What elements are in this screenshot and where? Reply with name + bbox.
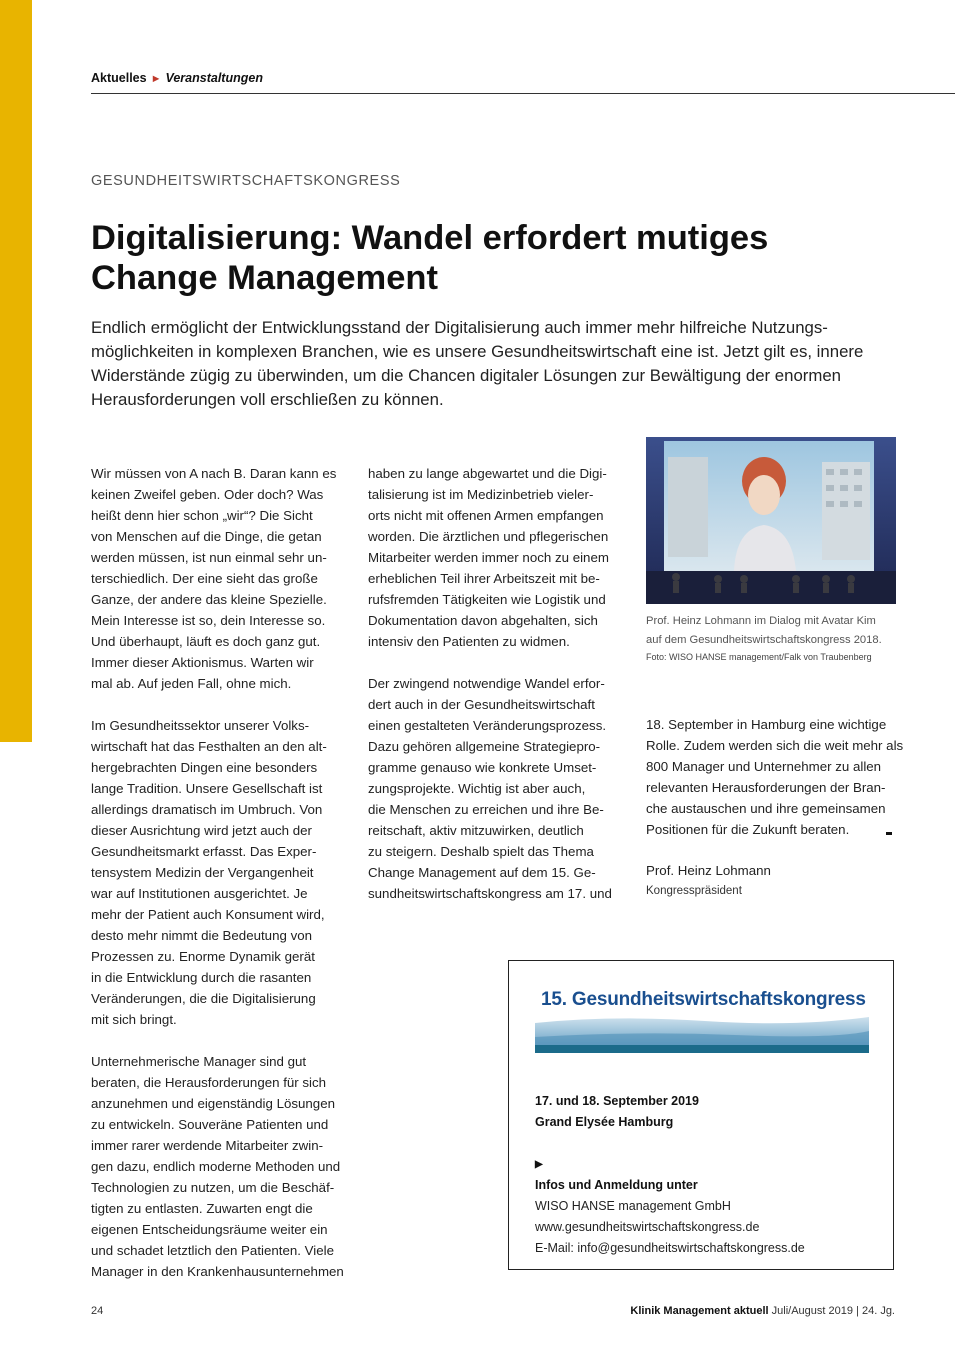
text-line: immer rarer werdende Mitarbeiter zwin- bbox=[91, 1138, 324, 1153]
subsection-label: Veranstaltungen bbox=[165, 71, 263, 85]
text-line: 18. September in Hamburg eine wichtige bbox=[646, 717, 887, 732]
text-line: terschiedlich. Der eine sieht das große bbox=[91, 571, 318, 586]
text-line: und schadet letztlich den Patienten. Viele bbox=[91, 1243, 334, 1258]
text-line: Dokumentation davon abgehalten, sich bbox=[368, 613, 598, 628]
text-line: relevanten Herausforderungen der Bran- bbox=[646, 780, 886, 795]
website-link[interactable]: www.gesundheitswirtschaftskongress.de bbox=[535, 1220, 760, 1234]
text-line: keinen Zweifel geben. Oder doch? Was bbox=[91, 487, 324, 502]
photo-caption bbox=[646, 612, 901, 650]
article-end-mark bbox=[886, 832, 892, 835]
event-date: 17. und 18. September 2019 bbox=[535, 1094, 699, 1108]
text-line: beraten, die Herausforderungen für sich bbox=[91, 1075, 327, 1090]
event-venue: Grand Elysée Hamburg bbox=[535, 1115, 674, 1129]
headline-line: Change Management bbox=[91, 259, 438, 297]
body-paragraph bbox=[91, 463, 346, 694]
text-line: haben zu lange abgewartet und die Digi- bbox=[368, 466, 607, 481]
email-link[interactable]: E-Mail: info@gesundheitswirtschaftskongress.de bbox=[535, 1241, 805, 1255]
text-line: zu entwickeln. Souveräne Patienten und bbox=[91, 1117, 329, 1132]
photo-credit: Foto: WISO HANSE management/Falk von Traubenberg bbox=[646, 652, 872, 662]
text-line: war auf Institutionen ausgerichtet. Je bbox=[91, 886, 308, 901]
text-line: reitschaft, aktiv mitzuwirken, deutlich bbox=[368, 823, 584, 838]
body-paragraph bbox=[91, 715, 346, 1030]
body-column-3 bbox=[646, 714, 904, 861]
text-line: allerdings dramatisch im Umbruch. Von bbox=[91, 802, 323, 817]
text-line: heißt denn hier schon „wir“? Die Sicht bbox=[91, 508, 313, 523]
text-line: von Menschen auf die Dinge, die getan bbox=[91, 529, 322, 544]
article-lead bbox=[91, 316, 911, 412]
event-info-box bbox=[508, 960, 894, 1270]
headline-line: Digitalisierung: Wandel erfordert mutiges bbox=[91, 219, 769, 257]
lead-line: Widerstände zügig zu überwinden, um die Chancen digitaler Lösungen zur Bewältigung der enormen bbox=[91, 366, 842, 385]
text-line: Wir müssen von A nach B. Daran kann es bbox=[91, 466, 337, 481]
caption-line: Prof. Heinz Lohmann im Dialog mit Avatar Kim bbox=[646, 615, 876, 627]
text-line: hergebrachten Dingen eine besonders bbox=[91, 760, 318, 775]
footer-separator: | bbox=[856, 1305, 859, 1317]
article-kicker: GESUNDHEITSWIRTSCHAFTSKONGRESS bbox=[91, 173, 401, 189]
body-paragraph bbox=[368, 463, 623, 652]
text-line: che austauschen und ihre gemeinsamen bbox=[646, 801, 886, 816]
text-line: Change Management auf dem 15. Ge- bbox=[368, 865, 596, 880]
text-line: einen gestalteten Veränderungsprozess. bbox=[368, 718, 607, 733]
text-line: Immer dieser Aktionismus. Warten wir bbox=[91, 655, 314, 670]
body-column-2 bbox=[368, 463, 623, 925]
text-line: rufsfremden Tätigkeiten wie Logistik und bbox=[368, 592, 606, 607]
text-line: Unternehmerische Manager sind gut bbox=[91, 1054, 307, 1069]
publication-info bbox=[630, 1305, 895, 1317]
publication-volume: 24. Jg. bbox=[861, 1305, 895, 1317]
text-line: Ganze, der andere das kleine Spezielle. bbox=[91, 592, 327, 607]
text-line: orts nicht mit offenen Armen empfangen bbox=[368, 508, 604, 523]
page-number: 24 bbox=[91, 1305, 104, 1317]
text-line: werden müssen, ist nun einmal sehr un- bbox=[91, 550, 327, 565]
text-line: die Menschen zu erreichen und ihre Be- bbox=[368, 802, 604, 817]
body-paragraph bbox=[91, 1051, 346, 1282]
info-label-row bbox=[535, 1154, 805, 1196]
text-line: Mitarbeiter werden immer noch zu einem bbox=[368, 550, 609, 565]
text-line: Mein Interesse ist so, dein Interesse so. bbox=[91, 613, 326, 628]
organizer-name: WISO HANSE management GmbH bbox=[535, 1199, 731, 1213]
text-line: mal ab. Auf jeden Fall, ohne mich. bbox=[91, 676, 292, 691]
text-line: desto mehr nimmt die Bedeutung von bbox=[91, 928, 313, 943]
author-role: Kongresspräsident bbox=[646, 885, 742, 897]
text-line: intensiv den Patienten zu widmen. bbox=[368, 634, 570, 649]
text-line: Veränderungen, die die Digitalisierung bbox=[91, 991, 316, 1006]
text-line: gen dazu, endlich moderne Methoden und bbox=[91, 1159, 341, 1174]
info-label: Infos und Anmeldung unter bbox=[535, 1178, 698, 1192]
text-line: anzunehmen und eigenständig Lösungen bbox=[91, 1096, 335, 1111]
author-signature bbox=[646, 860, 771, 902]
text-line: Technologien zu nutzen, um die Beschäf- bbox=[91, 1180, 335, 1195]
text-line: Gesundheitsmarkt erfasst. Das Exper- bbox=[91, 844, 317, 859]
text-line: 800 Manager und Unternehmer zu allen bbox=[646, 759, 882, 774]
lead-line: möglichkeiten in komplexen Branchen, wie es unsere Gesundheitswirtschaft eine ist. Jetzt gilt es, innere bbox=[91, 342, 864, 361]
body-paragraph bbox=[646, 714, 904, 840]
article-headline bbox=[91, 218, 911, 298]
event-photo bbox=[646, 437, 896, 604]
body-column-1 bbox=[91, 463, 346, 1303]
text-line: Positionen für die Zukunft beraten. bbox=[646, 822, 850, 837]
banner-title: 15. Gesundheitswirtschaftskongress bbox=[541, 989, 866, 1010]
wave-graphic bbox=[535, 1013, 869, 1065]
text-line: in die Entwicklung durch die rasanten bbox=[91, 970, 312, 985]
text-line: erheblichen Teil ihrer Arbeitszeit mit be- bbox=[368, 571, 600, 586]
text-line: dert auch in der Gesundheitswirtschaft bbox=[368, 697, 595, 712]
text-line: sundheitswirtschaftskongress am 17. und bbox=[368, 886, 612, 901]
text-line: eigenen Entscheidungsräume weiter ein bbox=[91, 1222, 328, 1237]
text-line: zungsprojekte. Wichtig ist aber auch, bbox=[368, 781, 586, 796]
body-paragraph bbox=[368, 673, 623, 904]
text-line: Dazu gehören allgemeine Strategiepro- bbox=[368, 739, 601, 754]
text-line: tigten zu entlasten. Zuwarten engt die bbox=[91, 1201, 313, 1216]
text-line: lange Tradition. Unsere Gesellschaft ist bbox=[91, 781, 323, 796]
event-contact bbox=[535, 1154, 805, 1259]
text-line: talisierung ist im Medizinbetrieb vieler- bbox=[368, 487, 594, 502]
text-line: zu steigern. Deshalb spielt das Thema bbox=[368, 844, 594, 859]
text-line: Im Gesundheitssektor unserer Volks- bbox=[91, 718, 310, 733]
section-label: Aktuelles bbox=[91, 71, 147, 85]
text-line: Rolle. Zudem werden sich die weit mehr als bbox=[646, 738, 904, 753]
text-line: gramme genauso wie konkrete Umset- bbox=[368, 760, 597, 775]
text-line: Prozessen zu. Enorme Dynamik gerät bbox=[91, 949, 315, 964]
section-breadcrumb bbox=[91, 71, 263, 85]
stage-photo-illustration bbox=[646, 437, 896, 604]
accent-sidebar-bar bbox=[0, 0, 32, 742]
text-line: wirtschaft hat das Festhalten an den alt- bbox=[91, 739, 327, 754]
text-line: Manager in den Krankenhausunternehmen bbox=[91, 1264, 344, 1279]
publication-issue: Juli/August 2019 bbox=[771, 1305, 853, 1317]
caption-line: auf dem Gesundheitswirtschaftskongress 2018. bbox=[646, 634, 882, 646]
text-line: Der zwingend notwendige Wandel erfor- bbox=[368, 676, 605, 691]
text-line: dieser Ausrichtung wird jetzt auch der bbox=[91, 823, 312, 838]
congress-banner-logo bbox=[535, 985, 869, 1065]
lead-line: Endlich ermöglicht der Entwicklungsstand der Digitalisierung auch immer mehr hilfreiche Nutzungs- bbox=[91, 318, 828, 337]
text-line: mit sich bringt. bbox=[91, 1012, 177, 1027]
publication-name: Klinik Management aktuell bbox=[630, 1305, 769, 1317]
header-divider bbox=[91, 93, 955, 94]
author-name: Prof. Heinz Lohmann bbox=[646, 863, 771, 878]
event-date-venue bbox=[535, 1091, 699, 1133]
breadcrumb-arrow-icon: ► bbox=[150, 73, 162, 85]
text-line: tensystem Medizin der Vergangenheit bbox=[91, 865, 314, 880]
text-line: Und überhaupt, läuft es doch ganz gut. bbox=[91, 634, 321, 649]
triangle-right-icon: ▶ bbox=[535, 1159, 543, 1170]
text-line: mehr der Patient auch Konsument wird, bbox=[91, 907, 325, 922]
lead-line: Herausforderungen voll erschließen zu können. bbox=[91, 390, 444, 409]
text-line: worden. Die ärztlichen und pflegerischen bbox=[368, 529, 609, 544]
